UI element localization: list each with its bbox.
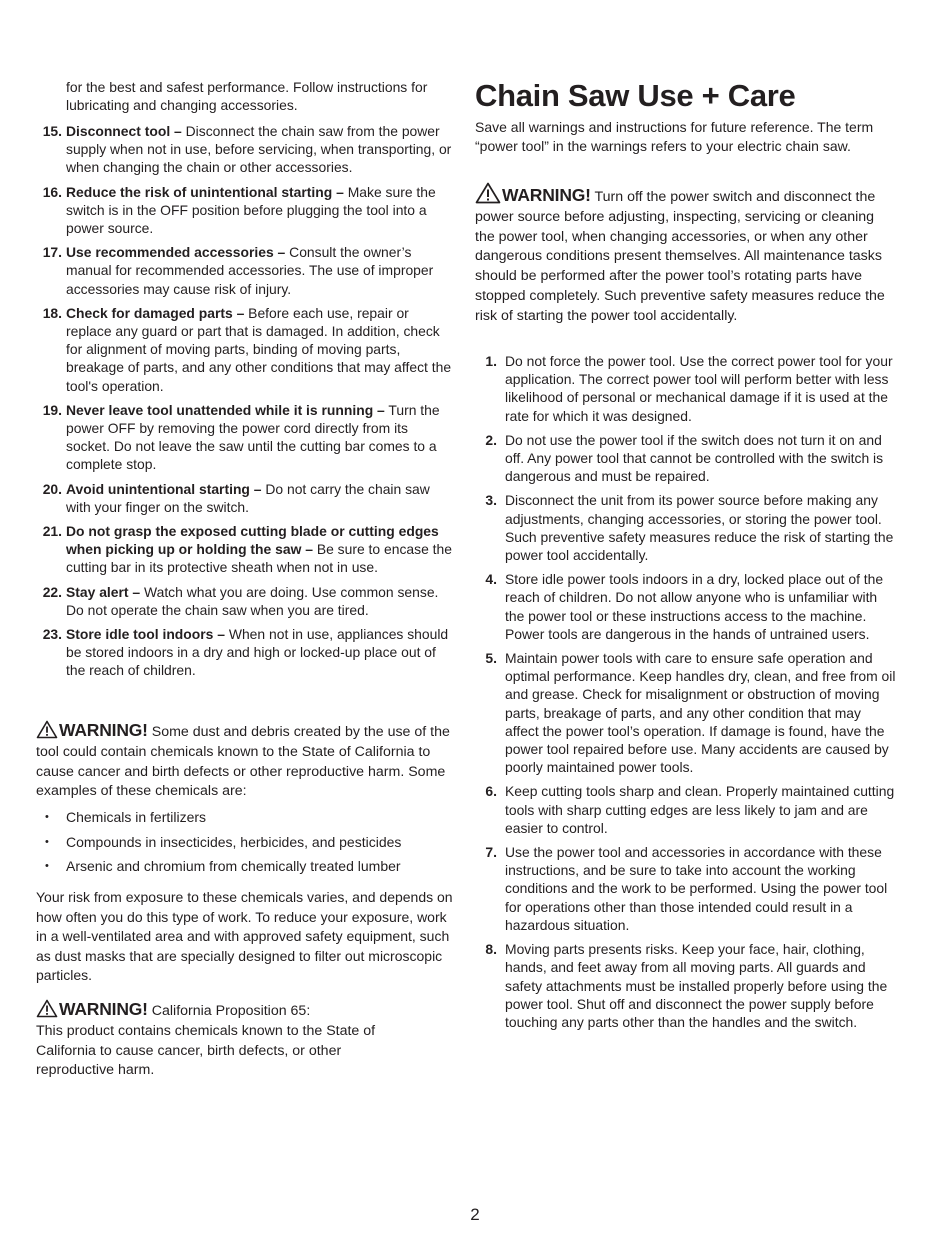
item-number: 3.: [485, 492, 497, 509]
item-heading: Reduce the risk of unintentional starting –: [66, 183, 344, 200]
bullet-item: [36, 833, 454, 851]
item-number: 7.: [485, 844, 497, 861]
list-item: [475, 649, 897, 776]
warning-maintenance: [475, 182, 893, 327]
warning-text: Turn off the power switch and disconnect the power source before adjusting, inspecting, servicing or cleaning the power tool, when changing accessories, or when any other dangerous conditions present themselves. All maintenance tasks should be performed after the power tool’s rotating parts have stopped completely. Such preventive safety measures reduce the risk of starting the power tool accidentally.: [475, 189, 885, 324]
chemical-bullet-list: [36, 808, 454, 882]
exposure-paragraph: Your risk from exposure to these chemicals varies, and depends on how often you do this type of work. To reduce your exposure, work in a well-ventilated area and with approved safety equipment, such as dust masks that are specially designed to filter out microscopic particles.: [36, 889, 453, 984]
item-number: 19.: [42, 401, 62, 418]
item-number: 22.: [42, 583, 62, 600]
item-text: [66, 304, 454, 395]
warning-dust: [36, 720, 454, 802]
item-number: 21.: [42, 523, 62, 540]
item-text: Do not force the power tool. Use the correct power tool for your application. The correct power tool will perform better with less likelihood of personal or mechanical damage if it is used at the rate for which it was designed.: [505, 353, 893, 424]
bullet-icon: •: [45, 811, 49, 823]
item-number: 16.: [42, 183, 62, 200]
bullet-item: [36, 857, 454, 875]
list-item: [475, 491, 897, 564]
warning-triangle-icon: [475, 182, 501, 204]
item-text: Do not use the power tool if the switch does not turn it on and off. Any power tool that cannot be controlled with the switch is dangerous and must be repaired.: [505, 431, 884, 485]
item-text: [66, 522, 454, 577]
item-text: Moving parts presents risks. Keep your face, hair, clothing, hands, and feet away from all moving parts. All guards and safety attachments must be installed properly before using the power tool. Shut off and disconnect the power supply before touching any parts other than the handles and the switch.: [505, 941, 888, 1030]
list-item: [36, 625, 454, 680]
bullet-text: Compounds in insecticides, herbicides, and pesticides: [66, 833, 402, 850]
item-text: [66, 401, 454, 474]
item-text: [66, 243, 454, 298]
list-item: [36, 522, 454, 577]
item-heading: Check for damaged parts –: [66, 304, 245, 321]
item-body: Watch what you are doing. Use common sense. Do not operate the chain saw when you are tired.: [66, 583, 439, 618]
item-body: Turn the power OFF by removing the power cord directly from its socket. Do not leave the saw until the cutting bar comes to a complete stop.: [66, 401, 440, 473]
list-item: [475, 843, 897, 934]
item-number: 23.: [42, 626, 62, 643]
item-number: 18.: [42, 304, 62, 321]
item-number: 15.: [42, 123, 62, 139]
list-item: [36, 401, 454, 474]
item-number: 6.: [485, 783, 497, 800]
item-body: Consult the owner’s manual for recommended accessories. The use of improper accessories may cause risk of injury.: [66, 244, 434, 297]
list-item: [36, 243, 454, 298]
item-heading: Never leave tool unattended while it is running –: [66, 401, 385, 418]
bullet-icon: •: [45, 860, 49, 873]
item-number: 1.: [485, 353, 497, 369]
item-heading: Use recommended accessories –: [66, 244, 286, 261]
warning-body: This product contains chemicals known to the State of California to cause cancer, birth defects, or other reproductive harm.: [36, 1022, 376, 1079]
item-heading: Do not grasp the exposed cutting blade or cutting edges when picking up or holding the saw –: [66, 523, 439, 558]
item-text: Disconnect the unit from its power source before making any adjustments, changing accessories, or storing the power tool. Such preventive safety measures reduce the risk of starting the power tool accidentally.: [505, 492, 894, 564]
bullet-text: Arsenic and chromium from chemically treated lumber: [66, 858, 401, 875]
page-number: 2: [470, 1205, 480, 1224]
warning-label: WARNING!: [502, 185, 591, 205]
list-item: [36, 304, 454, 395]
item-heading: Avoid unintentional starting –: [66, 480, 262, 497]
warning-label: WARNING!: [59, 720, 148, 740]
item-text: Keep cutting tools sharp and clean. Properly maintained cutting tools with sharp cutting edges are less likely to jam and are easier to control.: [505, 783, 895, 836]
item-number: 17.: [42, 244, 62, 261]
item-text: [66, 122, 454, 177]
item-text: Use the power tool and accessories in accordance with these instructions, and be sure to take into account the working conditions and the work to be performed. Using the power tool for operations other than those intended could result in a hazardous situation.: [505, 844, 888, 933]
list-item: [475, 940, 897, 1031]
continuation-text: for the best and safest performance. Follow instructions for lubricating and changing accessories.: [66, 79, 428, 114]
list-item: [36, 122, 454, 177]
right-numbered-list: [475, 352, 897, 1037]
item-body: Be sure to encase the cutting bar in its protective sheath when not in use.: [66, 541, 452, 576]
warning-text: Some dust and debris created by the use of the tool could contain chemicals known to the State of California to cause cancer and birth defects or other reproductive harm. Some examples of these chemicals are:: [36, 724, 450, 800]
item-number: 20.: [42, 480, 62, 497]
item-heading: Store idle tool indoors –: [66, 626, 225, 643]
list-item: [36, 583, 454, 619]
bullet-text: Chemicals in fertilizers: [66, 809, 207, 825]
page-title: Chain Saw Use + Care: [475, 78, 796, 113]
list-item: [475, 782, 897, 837]
warning-text: California Proposition 65:: [147, 1003, 311, 1019]
item-number: 4.: [485, 571, 497, 588]
item-number: 8.: [485, 941, 497, 958]
item-body: Before each use, repair or replace any guard or part that is damaged. In addition, check for alignment of moving parts, binding of moving parts, breakage of parts, and any other conditions that may affect the tool's operation.: [66, 304, 452, 394]
item-body: When not in use, appliances should be stored indoors in a dry and high or locked-up place out of the reach of children.: [66, 626, 449, 679]
item-body: Make sure the switch is in the OFF position before plugging the tool into a power source.: [66, 183, 436, 237]
item-number: 2.: [485, 431, 497, 448]
list-item: [475, 431, 897, 486]
item-text: [66, 480, 454, 516]
list-item: [475, 352, 897, 425]
intro-paragraph: Save all warnings and instructions for future reference. The term “power tool” in the warnings refers to your electric chain saw.: [475, 119, 874, 154]
item-text: Maintain power tools with care to ensure safe operation and optimal performance. Keep handles dry, clean, and free from oil and grease. Check for misalignment or obstruction of moving parts, breakage of parts, and any other condition that may affect the power tool’s operation. If damage is found, have the power tool repaired before use. Many accidents are caused by poorly maintained power tools.: [505, 650, 896, 776]
item-number: 5.: [485, 650, 497, 667]
list-item: [36, 480, 454, 516]
item-text: [66, 183, 454, 238]
item-heading: Disconnect tool –: [66, 123, 182, 139]
item-text: [66, 625, 454, 680]
warning-triangle-icon: [36, 999, 58, 1018]
warning-triangle-icon: [36, 720, 58, 739]
item-heading: Stay alert –: [66, 583, 141, 600]
bullet-icon: •: [45, 835, 49, 848]
list-item: [36, 183, 454, 238]
warning-prop65: [36, 999, 454, 1081]
item-body: Disconnect the chain saw from the power supply when not in use, before servicing, when transporting, or when changing the chain or other accessories.: [66, 123, 452, 176]
list-item: [475, 570, 897, 643]
bullet-item: [36, 808, 454, 826]
item-text: [66, 583, 454, 619]
item-text: Store idle power tools indoors in a dry, locked place out of the reach of children. Do not allow anyone who is unfamiliar with the power tool or these instructions access to the machine. Power tools are dangerous in the hands of untrained users.: [505, 571, 884, 642]
left-numbered-list: [36, 122, 454, 686]
warning-label: WARNING!: [59, 999, 148, 1019]
item-body: Do not carry the chain saw with your finger on the switch.: [66, 480, 430, 515]
